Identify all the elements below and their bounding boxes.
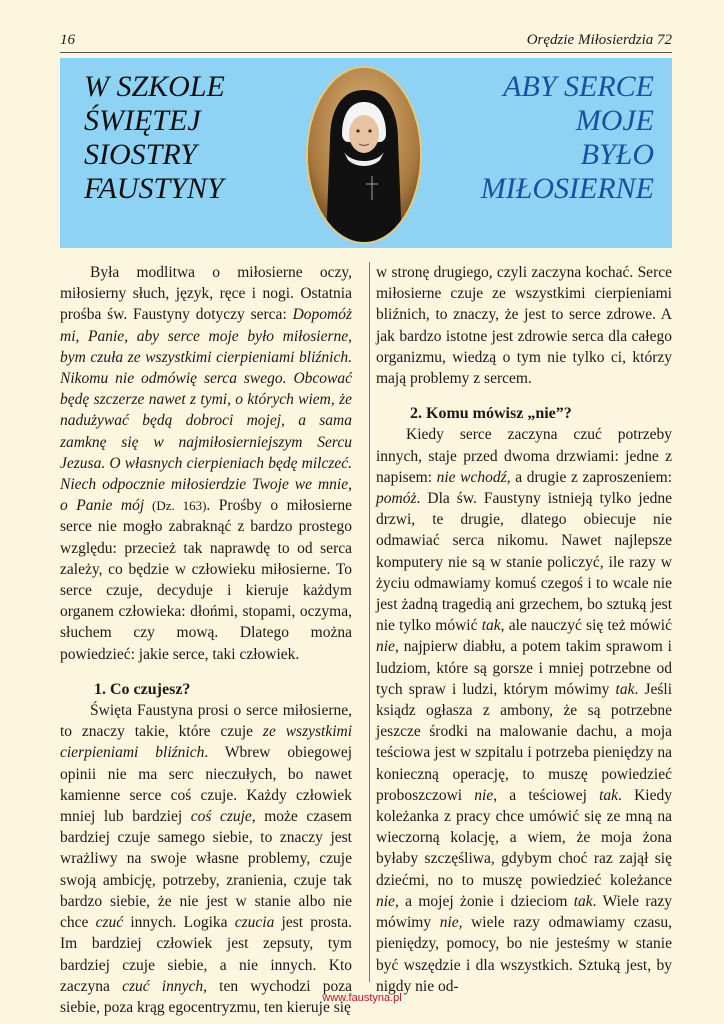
emphasis: ze wszystkimi cierpieniami bliźnich	[60, 723, 352, 762]
right-column	[376, 262, 672, 997]
emphasis: nie	[439, 914, 459, 932]
magazine-title: Orędzie Miłosierdzia 72	[526, 32, 672, 48]
section-1-paragraph	[60, 700, 352, 1018]
series-title-line: FAUSTYNY	[84, 172, 224, 205]
faustyna-portrait	[306, 66, 422, 244]
column-divider	[369, 262, 370, 982]
portrait-image	[308, 68, 420, 242]
emphasis: tak	[573, 892, 593, 910]
text-run: . Kiedy koleżanka z pracy chce umówić się ze mną na wieczorną kolację, a wiem, że moja żona byłaby szczęśliwa, gdybym choć raz zajął się dziećmi, no to muszę powiedzieć koleżance	[376, 786, 672, 889]
article-title	[414, 70, 654, 206]
section-heading-2: 2. Komu mówisz „nie”?	[410, 405, 572, 423]
emphasis: tak	[481, 617, 501, 635]
emphasis: pomóż	[376, 490, 417, 508]
series-title-line: W SZKOLE	[84, 70, 225, 103]
article-title-line: MOJE	[575, 104, 654, 137]
page-number: 16	[60, 32, 75, 48]
text-run: Była modlitwa o miłosierne oczy, miłosierny słuch, język, ręce i nogi. Ostatnia prośba św. Faustyny dotyczy serca:	[60, 264, 352, 324]
emphasis: czucia	[234, 914, 275, 932]
intro-paragraph	[60, 262, 352, 665]
article-title-line: ABY SERCE	[503, 70, 654, 103]
text-run: , a teściowej	[493, 786, 600, 804]
section-heading-1: 1. Co czujesz?	[94, 680, 191, 698]
text-run: . Wbrew obiegowej opinii nie ma serc nieczułych, bo nawet kamienne serce coś czuje. Każdy człowiek mniej lub bardziej	[60, 744, 352, 826]
text-run: . Jeśli ksiądz ogłasza z ambony, że są potrzebne jeszcze środki na malowanie dachu, a moja teściowa jest w szpitalu i potrzeba pieniędzy na konieczną operację, to muszę powiedzieć proboszczowi	[376, 680, 673, 804]
text-run: , najpierw diabłu, a potem takim sprawom i ludziom, które są gorsze i mniej potrzebne od tych spraw i ludzi, którym mówimy	[376, 638, 672, 698]
text-run: , wiele razy odmawiamy czasu, pieniędzy, pomocy, bo nie jesteśmy w stanie być wszędzie i dla wszystkich. Sztuką jest, by nigdy nie od-	[376, 914, 672, 995]
section-2-paragraph	[376, 424, 672, 996]
text-run: . Prośby o miłosierne serce nie mogło zabraknąć z bardzo prostego względu: przecież tak naprawdę to od serca zależy, co będzie w człowieku miłosierne. To serce czuje, decyduje i kieruje każdym organem człowieka: dłońmi, stopami, oczyma, słuchem czy mową. Dlatego można powiedzieć: jakie serce, taki człowiek.	[60, 497, 352, 663]
diary-reference: (Dz. 163)	[144, 498, 207, 514]
continuation-paragraph: w stronę drugiego, czyli zaczyna kochać. Serce miłosierne czuje ze wszystkimi cierpieniami bliźnich, to znaczy, że jest to serce zdrowe. A jak bardzo istotne jest zdrowie serca dla całego organizmu, wiedzą o tym nie tylko ci, którzy mają problemy z sercem.	[376, 264, 672, 388]
title-banner	[60, 58, 672, 248]
emphasis: nie	[474, 786, 494, 804]
emphasis: nie	[376, 892, 395, 910]
series-title-line: ŚWIĘTEJ	[84, 104, 201, 137]
emphasis: czuć	[95, 914, 124, 932]
emphasis: czuć innych	[122, 977, 204, 995]
series-title-line: SIOSTRY	[84, 138, 197, 171]
text-run: , a mojej żonie i dzieciom	[394, 892, 574, 910]
article-title-line: MIŁOSIERNE	[480, 172, 654, 205]
website-footer: www.faustyna.pl	[322, 992, 402, 1004]
series-title	[84, 70, 324, 206]
emphasis: tak	[599, 786, 619, 804]
text-run: jest prosta. Im bardziej człowiek jest zepsuty, tym bardziej czuje siebie, a nie innych. Kto zaczyna	[60, 914, 353, 995]
header-rule	[60, 52, 672, 53]
text-run: , może czasem bardziej czuje samego siebie, to znaczy jest wrażliwy na swoje własne problemy, czuje swoją ambicję, potrzeby, zranienia, czuje tak bardzo siebie, że nie jest w stanie albo nie chce	[60, 808, 352, 932]
text-run: , ale nauczyć się też mówić	[500, 617, 672, 635]
diary-quote: Dopomóż mi, Panie, aby serce moje było miłosierne, bym czuła ze wszystkimi cierpieniami bliźnich. Nikomu nie odmówię serca swego. Obcować będę szczerze nawet z tymi, o których wiem, że nadużywać będą dobroci mojej, a sama zamknę się w najmiłosierniejszym Sercu Jezusa. O własnych cierpieniach będę milczeć. Niech odpocznie miłosierdzie Twoje we mnie, o Panie mój	[60, 306, 352, 515]
emphasis: nie wchodź	[436, 468, 507, 486]
emphasis: tak	[615, 680, 635, 698]
text-run: . Wiele razy mówimy	[376, 892, 673, 932]
emphasis: nie	[376, 638, 395, 656]
text-run: , ten wychodzi poza siebie, poza krąg egocentryzmu, ten kieruje się	[60, 977, 352, 1016]
text-run: , a drugie z zaproszeniem:	[506, 468, 672, 486]
article-title-line: BYŁO	[580, 138, 654, 171]
emphasis: coś czuje	[190, 808, 252, 826]
text-run: innych. Logika	[123, 914, 235, 932]
text-run: Kiedy serce zaczyna czuć potrzeby innych, staje przed dwoma drzwiami: jedne z napisem:	[376, 426, 672, 486]
text-run: . Dla św. Faustyny istnieją tylko jedne drzwi, te drugie, dlatego obiecuje nie odmawiać serca nikomu. Nawet najlepsze komputery nie są w stanie policzyć, ile razy w życiu odmawiamy komuś czegoś i to wcale nie jest żadną tragedią ani grzechem, bo sztuką jest nie tylko mówić	[376, 490, 672, 635]
left-column	[60, 262, 352, 1018]
text-run: Święta Faustyna prosi o serce miłosierne, to znaczy takie, które czuje	[60, 702, 352, 741]
